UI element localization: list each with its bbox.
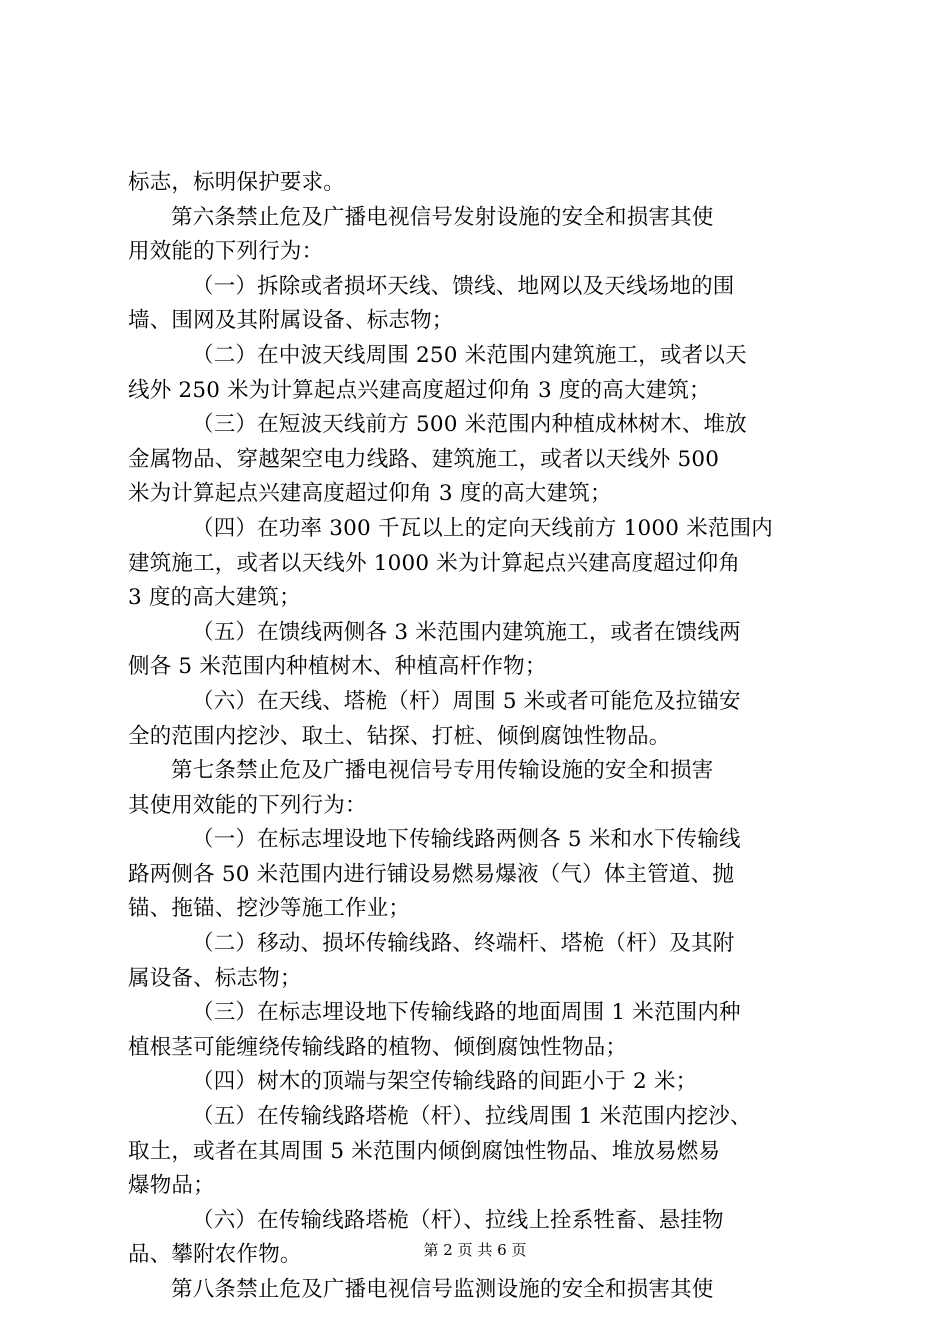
text-line: （六）在天线、塔桅（杆）周围 5 米或者可能危及拉锚安 bbox=[192, 688, 741, 714]
text-line: 标志，标明保护要求。 bbox=[128, 170, 346, 195]
text-line: （六）在传输线路塔桅（杆）、拉线上拴系牲畜、悬挂物 bbox=[192, 1207, 724, 1233]
text-line: 爆物品； bbox=[128, 1173, 215, 1199]
text-line: 其使用效能的下列行为： bbox=[128, 792, 367, 818]
text-line: 3 度的高大建筑； bbox=[128, 585, 301, 611]
text-line: （三）在短波天线前方 500 米范围内种植成林树木、堆放 bbox=[192, 412, 747, 438]
document-body bbox=[128, 166, 840, 1308]
text-line: （四）树木的顶端与架空传输线路的间距小于 2 米； bbox=[192, 1069, 698, 1095]
text-line: 侧各 5 米范围内种植树木、种植高杆作物； bbox=[128, 654, 547, 680]
text-line: 第六条禁止危及广播电视信号发射设施的安全和损害其使 bbox=[171, 204, 714, 230]
text-line: 墙、围网及其附属设备、标志物； bbox=[128, 308, 454, 334]
text-line: 属设备、标志物； bbox=[128, 965, 302, 991]
text-line: 金属物品、穿越架空电力线路、建筑施工，或者以天线外 500 bbox=[128, 446, 720, 472]
text-line: 米为计算起点兴建高度超过仰角 3 度的高大建筑； bbox=[128, 481, 612, 507]
text-line: （一）拆除或者损坏天线、馈线、地网以及天线场地的围 bbox=[192, 273, 735, 299]
text-line: 第八条禁止危及广播电视信号监测设施的安全和损害其使 bbox=[171, 1277, 714, 1302]
text-line: 建筑施工，或者以天线外 1000 米为计算起点兴建高度超过仰角 bbox=[128, 550, 741, 576]
text-line: 第七条禁止危及广播电视信号专用传输设施的安全和损害 bbox=[171, 758, 714, 784]
text-line: （一）在标志埋设地下传输线路两侧各 5 米和水下传输线 bbox=[192, 827, 741, 853]
text-line: （五）在馈线两侧各 3 米范围内建筑施工，或者在馈线两 bbox=[192, 619, 741, 645]
text-line: 线外 250 米为计算起点兴建高度超过仰角 3 度的高大建筑； bbox=[128, 377, 711, 403]
text-line: （二）移动、损坏传输线路、终端杆、塔桅（杆）及其附 bbox=[192, 931, 735, 957]
page-footer: 第 2 页 共 6 页 bbox=[423, 1241, 527, 1259]
text-line: 锚、拖锚、挖沙等施工作业； bbox=[128, 896, 411, 922]
text-line: （二）在中波天线周围 250 米范围内建筑施工，或者以天 bbox=[192, 342, 747, 368]
text-line: 植根茎可能缠绕传输线路的植物、倾倒腐蚀性物品； bbox=[128, 1034, 628, 1060]
text-line: 路两侧各 50 米范围内进行铺设易燃易爆液（气）体主管道、抛 bbox=[128, 861, 735, 887]
text-line: （三）在标志埋设地下传输线路的地面周围 1 米范围内种 bbox=[192, 1000, 741, 1026]
text-line: 取土，或者在其周围 5 米范围内倾倒腐蚀性物品、堆放易燃易 bbox=[128, 1138, 721, 1164]
text-line: （四）在功率 300 千瓦以上的定向天线前方 1000 米范围内 bbox=[192, 515, 773, 541]
text-line: 品、攀附农作物。 bbox=[128, 1242, 302, 1268]
text-line: 全的范围内挖沙、取土、钻探、打桩、倾倒腐蚀性物品。 bbox=[128, 723, 671, 749]
text-line: 用效能的下列行为： bbox=[128, 239, 324, 265]
text-line: （五）在传输线路塔桅（杆）、拉线周围 1 米范围内挖沙、 bbox=[192, 1104, 752, 1130]
